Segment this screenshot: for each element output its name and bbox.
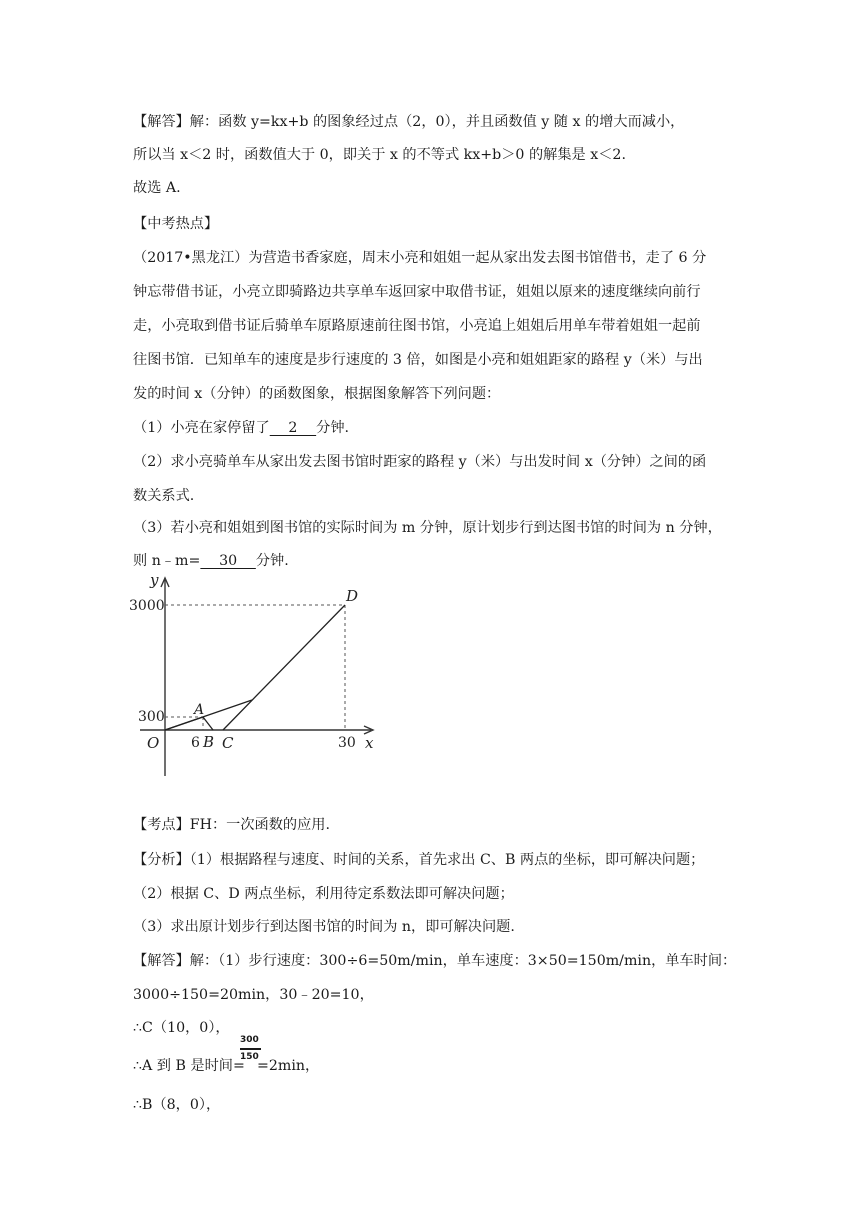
analysis-line-3: （3）求出原计划步行到达图书馆的时间为 n，即可解决问题. (133, 919, 515, 935)
question-3-text: 则 n﹣m= (133, 553, 201, 569)
fraction-numerator: 300 (240, 1035, 259, 1045)
question-1 (133, 418, 349, 438)
solution-line-5: ∴B（8，0）， (133, 1097, 221, 1113)
question-1-answer: 2 (269, 420, 317, 436)
origin-label: O (147, 734, 160, 752)
question-1-unit: 分钟. (316, 420, 350, 436)
point-a-label: A (194, 702, 205, 718)
problem-line-2: 钟忘带借书证，小亮立即骑路边共享单车返回家中取借书证，姐姐以原来的速度继续向前行 (133, 284, 701, 300)
kaodian-line: 【考点】FH：一次函数的应用. (133, 817, 330, 833)
question-1-text: （1）小亮在家停留了 (133, 420, 270, 436)
question-2-line-1: （2）求小亮骑单车从家出发去图书馆时距家的路程 y（米）与出发时间 x（分钟）之间的函 (133, 454, 707, 470)
problem-line-1: （2017•黑龙江）为营造书香家庭，周末小亮和姐姐一起从家出发去图书馆借书，走了 6 分 (133, 250, 707, 266)
answer-line-1: 【解答】解：函数 y=kx+b 的图象经过点（2，0），并且函数值 y 随 x 的增大而减小， (133, 114, 685, 130)
question-3-unit: 分钟. (255, 553, 289, 569)
answer-line-2: 所以当 x＜2 时，函数值大于 0，即关于 x 的不等式 kx+b＞0 的解集是 x＜2. (133, 147, 626, 163)
section-heading-hotspot: 【中考热点】 (133, 216, 219, 232)
solution-line-4-result: =2min， (257, 1058, 320, 1074)
fraction-bar (240, 1048, 261, 1050)
solution-line-3: ∴C（10，0）， (133, 1020, 230, 1036)
line-a-to-b (203, 717, 213, 730)
answer-line-3: 故选 A. (133, 180, 181, 196)
analysis-line-2: （2）根据 C、D 两点坐标，利用待定系数法即可解决问题； (133, 886, 514, 902)
x-tick-30: 30 (338, 735, 356, 751)
question-2-line-2: 数关系式. (133, 488, 195, 504)
point-c-label: C (222, 734, 234, 752)
line-c-to-d (223, 605, 345, 730)
problem-line-4: 往图书馆．已知单车的速度是步行速度的 3 倍，如图是小亮和姐姐距家的路程 y（米）与出 (133, 352, 703, 368)
analysis-line-1: 【分析】（1）根据路程与速度、时间的关系，首先求出 C、B 两点的坐标，即可解决问题； (133, 852, 705, 868)
y-tick-3000: 3000 (129, 598, 165, 614)
problem-line-5: 发的时间 x（分钟）的函数图象，根据图象解答下列问题： (133, 386, 501, 402)
point-b-label: B (203, 733, 215, 751)
y-axis-label: y (150, 571, 159, 589)
point-d-label: D (346, 587, 359, 605)
x-axis-label: x (365, 734, 374, 752)
solution-line-2: 3000÷150=20min，30﹣20=10， (133, 987, 374, 1003)
solution-line-4-text: ∴A 到 B 是时间= (133, 1058, 245, 1074)
solution-line-1: 【解答】解：（1）步行速度：300÷6=50m/min，单车速度：3×50=150m/min，单车时间： (133, 953, 737, 969)
function-graph (128, 570, 388, 780)
x-tick-6: 6 (191, 735, 200, 751)
question-3-line-1: （3）若小亮和姐姐到图书馆的实际时间为 m 分钟，原计划步行到达图书馆的时间为 n 分钟， (133, 520, 722, 536)
line-o-to-meet (165, 700, 252, 730)
question-3-answer: 30 (200, 553, 256, 569)
fraction-denominator: 150 (240, 1052, 259, 1062)
y-tick-300: 300 (138, 709, 165, 725)
problem-line-3: 走，小亮取到借书证后骑单车原路原速前往图书馆，小亮追上姐姐后用单车带着姐姐一起前 (133, 318, 701, 334)
question-3-line-2 (133, 551, 289, 571)
